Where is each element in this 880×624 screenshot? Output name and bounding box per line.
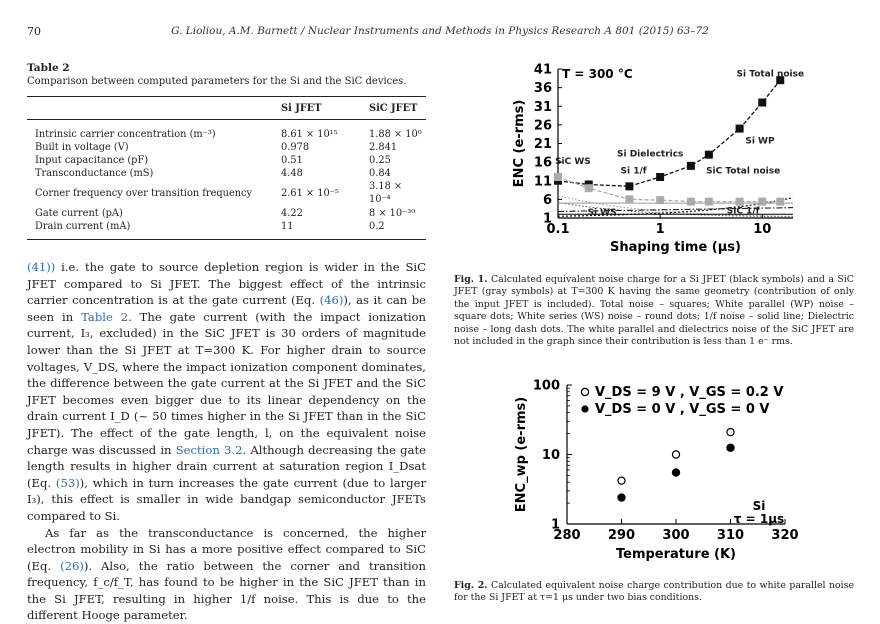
table-cell: 3.18 × 10⁻⁴ [369,180,426,206]
curve-label: Si WP [745,137,775,147]
text-run: As far as the transconductance is concerned, the higher electron mobility in Si has a more positive effect compared to SiC (Eq. [27,526,426,573]
table-row [27,180,426,206]
table-cell: 2.841 [369,141,426,154]
x-tick-label: 0.1 [546,222,569,237]
paragraph [27,259,426,525]
figure-caption-text: Calculated equivalent noise charge contribution due to white parallel noise for the Si JFET at τ=1 μs under two bias conditions. [454,580,854,603]
table-cell: 8.61 × 10¹⁵ [281,120,369,142]
sic-total-point [705,198,713,206]
filled-data-point [727,444,734,451]
table-cell: 0.978 [281,141,369,154]
figure-1-caption [454,274,854,348]
table-cell: 2.61 × 10⁻⁵ [281,180,369,206]
open-data-point [727,429,734,436]
text-run: . Although decreasing the gate length results in higher drain current at saturation region I_Dsat (Eq. [27,443,426,490]
x-tick-label: 300 [662,528,689,543]
y-tick-label: 31 [534,100,552,115]
sic-total-point [656,196,664,204]
sic-total-point [758,198,766,206]
y-tick-label: 16 [534,156,552,171]
table-header-cell: Si JFET [281,97,369,120]
table-row [27,141,426,154]
curve-label: Si WS [587,208,616,218]
legend-marker-open [581,388,588,395]
temperature-annotation: T = 300 °C [562,67,633,81]
text-run: ), which in turn increases the gate current (due to larger I₃), this effect is smaller in wide bandgap semiconductor JFETs compared to Si. [27,476,426,523]
x-axis-label: Temperature (K) [616,547,736,562]
curve-label: Si Total noise [737,69,805,79]
open-data-point [618,477,625,484]
legend-label: V_DS = 9 V , V_GS = 0.2 V [595,385,783,400]
equation-link[interactable]: (41)) [27,260,55,274]
table-cell: 0.2 [369,220,426,240]
running-header: G. Lioliou, A.M. Barnett / Nuclear Instruments and Methods in Physics Research A 801 (2015) 63–72 [0,25,880,37]
paragraph [27,525,426,624]
table-cell: Transconductance (mS) [27,167,281,180]
table-cell: Drain current (mA) [27,220,281,240]
table-cell: Intrinsic carrier concentration (m⁻³) [27,120,281,142]
si-total-point [687,162,695,170]
section-link[interactable]: Section 3.2 [176,443,243,457]
curve-label: Si Dielectrics [617,150,683,160]
table-cell: 11 [281,220,369,240]
filled-data-point [672,469,679,476]
y-tick-label: 1 [551,518,560,533]
x-tick-label: 1 [656,222,665,237]
y-tick-label: 21 [534,137,552,152]
filled-data-point [618,494,625,501]
curve-label: Si 1/f [621,166,647,176]
legend-marker-filled [581,405,588,412]
equation-link[interactable]: (53) [56,476,80,490]
si-total-point [705,151,713,159]
sic-total-point [687,198,695,206]
si-total-point [625,182,633,190]
si-total-point [736,125,744,133]
si-total-point [656,173,664,181]
y-tick-label: 6 [543,193,552,208]
y-tick-label: 41 [534,63,552,78]
table-row [27,167,426,180]
text-run: . The gate current (with the impact ionization current, I₃, excluded) in the SiC JFET is 30 orders of magnitude lower than the Si JFET at T=300 K. For higher drain to source voltages, V_DS, where the impact ionization component dominates, the difference between the gate current at the Si JFET and the SiC JFET becomes even bigger due to its linear dependency on the drain current I_D (~ 50 times higher in the Si JFET than in the SiC JFET). The effect of the gate length, l, on the equivalent noise charge was discussed in [27,310,426,457]
x-tick-label: 10 [753,222,771,237]
body-text [27,259,426,624]
y-tick-label: 100 [533,379,560,394]
figure-2-caption [454,580,854,605]
figure-label: Fig. 2. [454,580,488,591]
sic-total-point [776,198,784,206]
table-header-cell: SiC JFET [369,97,426,120]
table-header-cell [27,97,281,120]
table-cell: Corner frequency over transition frequency [27,180,281,206]
equation-link[interactable]: (46) [320,293,344,307]
sic-total-point [625,195,633,203]
table-title: Table 2 [27,62,70,74]
page-number: 70 [27,25,41,38]
figure-label: Fig. 1. [454,274,488,285]
table-cell: 4.22 [281,207,369,220]
table-cell: 8 × 10⁻³⁰ [369,207,426,220]
table-cell: 0.84 [369,167,426,180]
text-run: ). Also, the ratio between the corner and transition frequency, f_c/f_T, has found to be higher in the SiC JFET than in the Si JFET, resulting in higher 1/f noise. This is due to the different Hooge parameter. [27,559,426,623]
sic-total-point [736,198,744,206]
annotation-si: Si [753,499,766,513]
table-cell: Built in voltage (V) [27,141,281,154]
y-axis-label: ENC_wp (e-rms) [514,397,529,512]
table-header-row [27,97,426,120]
y-axis-label: ENC (e-rms) [512,100,527,188]
text-run: i.e. the gate to source depletion region is wider in the SiC JFET compared to Si JFET. The biggest effect of the intrinsic carrier concentration is at the gate current (Eq. [27,260,426,307]
table-cell: 0.25 [369,154,426,167]
annotation-tau: τ = 1μs [734,512,784,526]
x-axis-label: Shaping time (μs) [610,240,741,255]
text-run: ), as it can be seen in [27,293,426,324]
x-tick-label: 280 [553,528,580,543]
table-row [27,220,426,240]
table-cell: 4.48 [281,167,369,180]
equation-link[interactable]: (26) [60,559,84,573]
y-tick-label: 10 [542,448,560,463]
y-tick-label: 1 [543,212,552,227]
curve-label: SiC WS [555,157,591,167]
y-tick-label: 36 [534,81,552,96]
figure-2-chart [505,372,805,572]
open-data-point [672,451,679,458]
curve-label: SiC Total noise [706,166,780,176]
table-cell: Gate current (pA) [27,207,281,220]
y-tick-label: 11 [534,174,552,189]
si-total-point [758,99,766,107]
comparison-table [27,96,426,240]
x-tick-label: 290 [608,528,635,543]
figure-1-chart [505,58,815,263]
legend-label: V_DS = 0 V , V_GS = 0 V [595,402,769,417]
table-row [27,207,426,220]
curve-label: SiC 1/f [727,207,760,217]
table-cell: Input capacitance (pF) [27,154,281,167]
table-cell: 1.88 × 10⁰ [369,120,426,142]
table-caption: Comparison between computed parameters for the Si and the SiC devices. [27,76,407,87]
sic-total-point [585,184,593,192]
table-row [27,120,426,142]
table-link[interactable]: Table 2 [81,310,128,324]
figure-caption-text: Calculated equivalent noise charge for a Si JFET (black symbols) and a SiC JFET (gray symbols) at T=300 K having the same geometry (contribution of only the input JFET is included). Total noise – squares; White parallel (WP) noise – square dots; White series (WS) noise – round dots; 1/f noise – solid line; Dielectric noise – long dash dots. The white parallel and dielectrics noise of the SiC JFET are not included in the graph since their contribution is less than 1 e⁻ rms. [454,274,854,347]
x-tick-label: 320 [771,528,798,543]
x-tick-label: 310 [717,528,744,543]
y-tick-label: 26 [534,118,552,133]
table-cell: 0.51 [281,154,369,167]
table-row [27,154,426,167]
sic-total-point [554,173,562,181]
